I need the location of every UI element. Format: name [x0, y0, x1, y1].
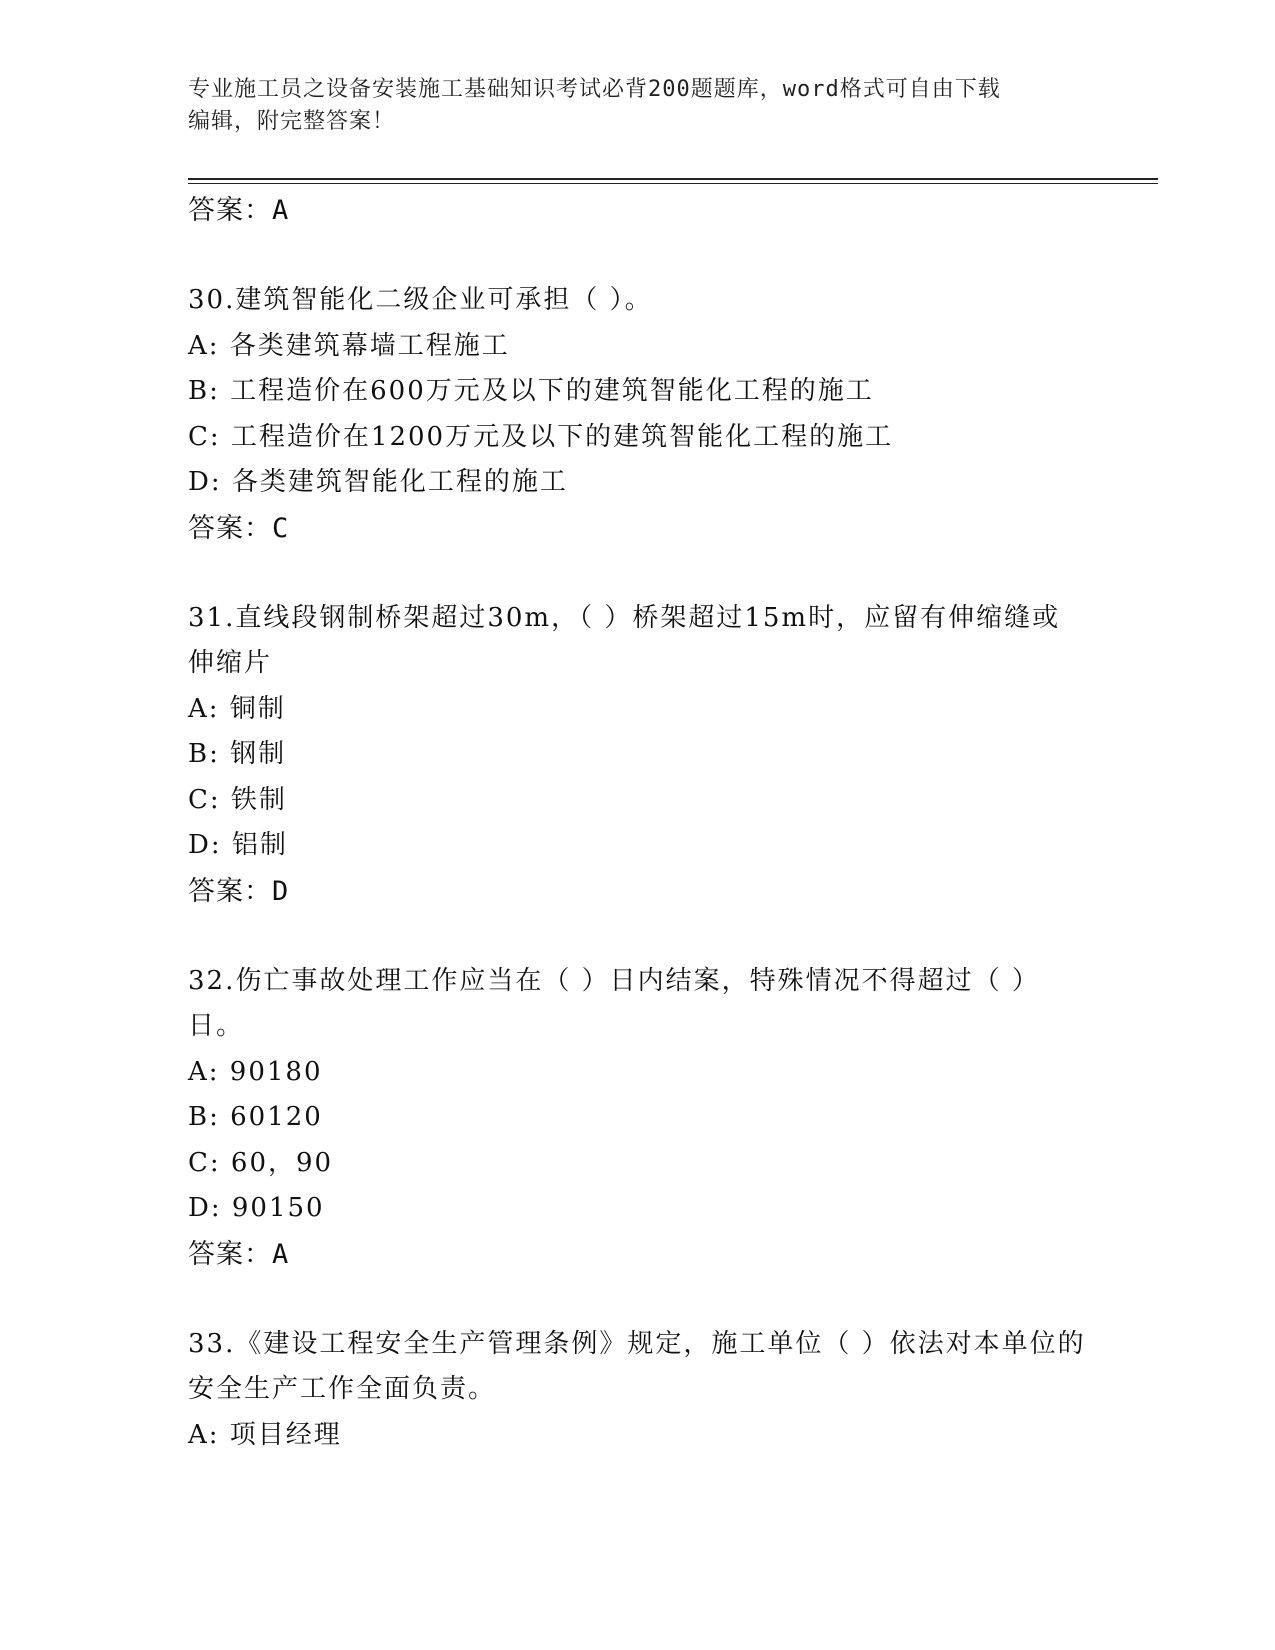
answer-line: 答案：D	[188, 875, 290, 907]
option-a: A: 项目经理	[188, 1419, 342, 1450]
question-block	[188, 959, 1088, 1278]
option-c: C: 工程造价在1200万元及以下的建筑智能化工程的施工	[188, 421, 894, 452]
spacer	[188, 1278, 1088, 1322]
question-block	[188, 1322, 1088, 1459]
question-stem: 31.直线段钢制桥架超过30m，（ ）桥架超过15m时，应留有伸缩缝或伸缩片	[188, 602, 1061, 678]
option-a: A: 各类建筑幕墙工程施工	[188, 330, 510, 361]
option-d: D: 各类建筑智能化工程的施工	[188, 467, 568, 497]
question-list	[188, 188, 1088, 1458]
answer-line: 答案：A	[188, 195, 290, 226]
header-title-line-2: 编辑，附完整答案！	[188, 109, 396, 134]
page-header	[188, 74, 1088, 138]
option-b: B: 工程造价在600万元及以下的建筑智能化工程的施工	[188, 376, 874, 406]
question-stem: 33.《建设工程安全生产管理条例》规定，施工单位（ ）依法对本单位的安全生产工作全面负责。	[188, 1328, 1086, 1404]
option-d: D: 90150	[188, 1193, 325, 1223]
spacer	[188, 234, 1088, 278]
spacer	[188, 552, 1088, 596]
option-b: B: 60120	[188, 1102, 323, 1132]
question-stem: 30.建筑智能化二级企业可承担（ ）。	[188, 285, 653, 315]
question-block	[188, 278, 1088, 552]
option-c: C: 60，90	[188, 1147, 334, 1178]
question-block	[188, 596, 1088, 915]
option-c: C: 铁制	[188, 784, 287, 815]
option-b: B: 钢制	[188, 739, 287, 769]
question-stem: 32.伤亡事故处理工作应当在（ ）日内结案，特殊情况不得超过（ ）日。	[188, 965, 1040, 1041]
spacer	[188, 915, 1088, 959]
header-divider	[188, 178, 1158, 184]
header-title-line-1: 专业施工员之设备安装施工基础知识考试必背200题题库，word格式可自由下载	[188, 77, 1001, 102]
option-a: A: 90180	[188, 1056, 323, 1087]
option-d: D: 铝制	[188, 830, 288, 860]
answer-line: 答案：C	[188, 512, 290, 544]
answer-line: 答案：A	[188, 1238, 290, 1270]
option-a: A: 铜制	[188, 693, 286, 724]
